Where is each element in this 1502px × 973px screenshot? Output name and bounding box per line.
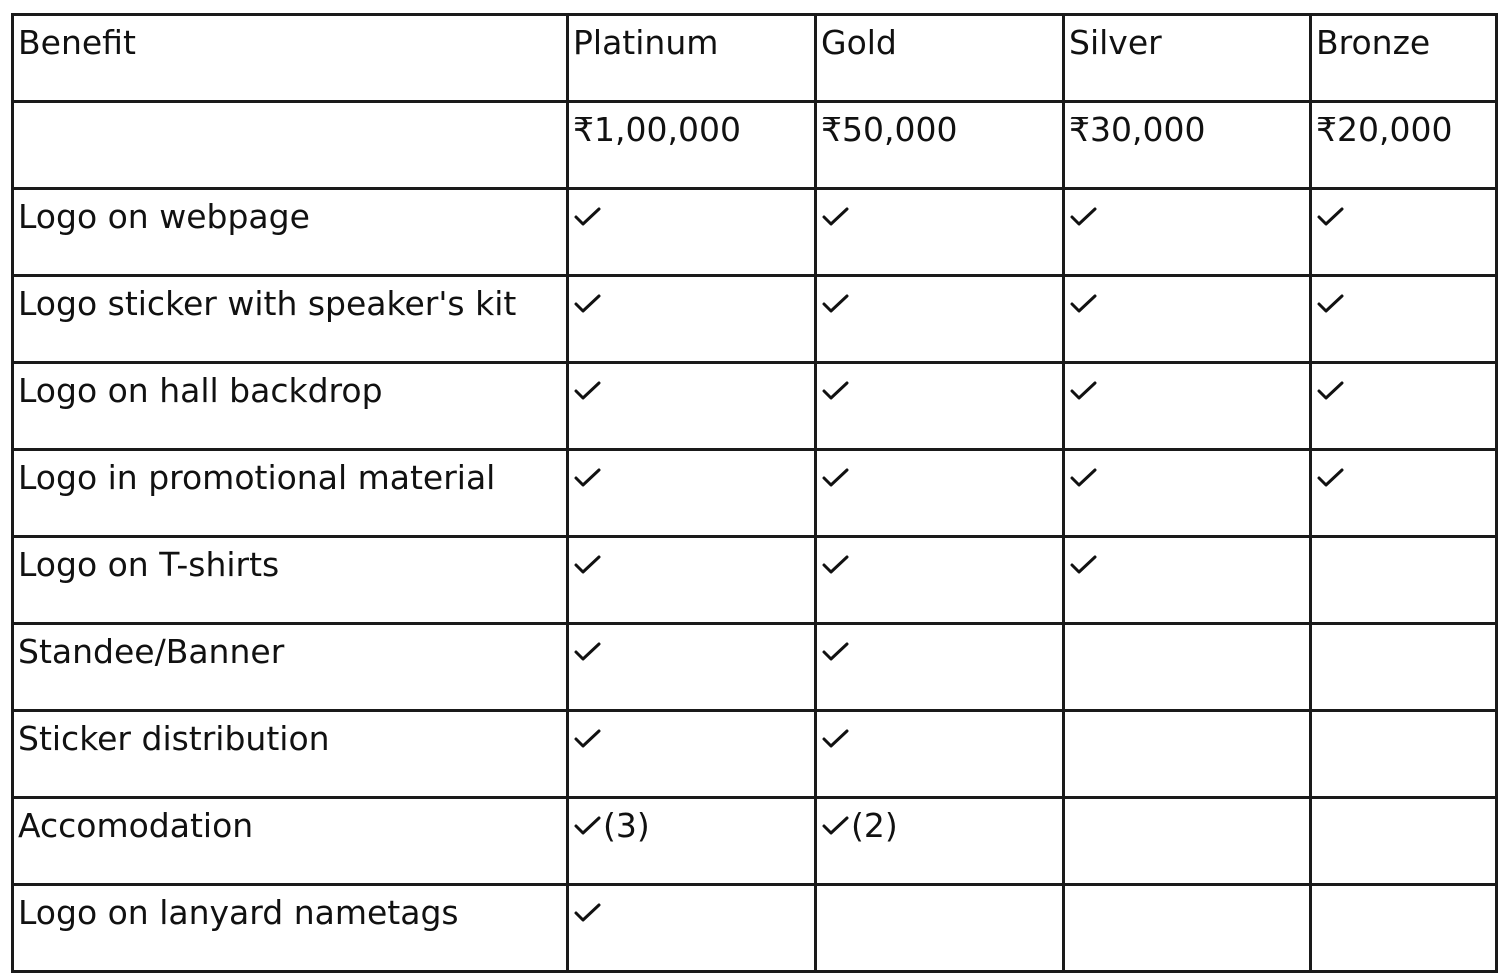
tier-cell-gold (816, 885, 1064, 972)
header-platinum: Platinum (568, 15, 816, 102)
tier-cell-silver (1064, 798, 1311, 885)
tier-note: (3) (603, 806, 650, 845)
table-header (13, 15, 1497, 102)
table-row (13, 624, 1497, 711)
checkmark-icon (1069, 292, 1099, 316)
table-row (13, 711, 1497, 798)
table-row (13, 885, 1497, 972)
tier-cell-gold (816, 363, 1064, 450)
checkmark-icon (1069, 379, 1099, 403)
checkmark-icon (573, 901, 603, 925)
benefit-label: Logo on lanyard nametags (13, 885, 568, 972)
header-gold: Gold (816, 15, 1064, 102)
benefit-label: Logo on hall backdrop (13, 363, 568, 450)
price-platinum: ₹1,00,000 (568, 102, 816, 189)
checkmark-icon (821, 814, 851, 838)
tier-cell-platinum (568, 450, 816, 537)
tier-cell-gold (816, 624, 1064, 711)
checkmark-icon (573, 640, 603, 664)
checkmark-icon (573, 205, 603, 229)
tier-cell-platinum (568, 798, 816, 885)
tier-cell-bronze (1311, 711, 1497, 798)
tier-cell-bronze (1311, 189, 1497, 276)
tier-cell-platinum (568, 711, 816, 798)
checkmark-icon (821, 553, 851, 577)
checkmark-icon (573, 727, 603, 751)
tier-cell-silver (1064, 363, 1311, 450)
tier-cell-silver (1064, 537, 1311, 624)
tier-cell-gold (816, 798, 1064, 885)
header-benefit: Benefit (13, 15, 568, 102)
tier-cell-silver (1064, 624, 1311, 711)
table-row (13, 450, 1497, 537)
header-row (13, 15, 1497, 102)
checkmark-icon (1316, 379, 1346, 403)
header-silver: Silver (1064, 15, 1311, 102)
benefit-label: Standee/Banner (13, 624, 568, 711)
tier-cell-platinum (568, 276, 816, 363)
price-bronze: ₹20,000 (1311, 102, 1497, 189)
sponsorship-tiers-table (11, 13, 1498, 973)
tier-cell-platinum (568, 537, 816, 624)
checkmark-icon (1316, 292, 1346, 316)
tier-cell-bronze (1311, 624, 1497, 711)
benefit-label: Sticker distribution (13, 711, 568, 798)
header-bronze: Bronze (1311, 15, 1497, 102)
checkmark-icon (821, 205, 851, 229)
checkmark-icon (821, 727, 851, 751)
table-row (13, 189, 1497, 276)
price-gold: ₹50,000 (816, 102, 1064, 189)
benefit-label: Accomodation (13, 798, 568, 885)
tier-cell-silver (1064, 450, 1311, 537)
checkmark-icon (573, 379, 603, 403)
checkmark-icon (821, 379, 851, 403)
tier-cell-platinum (568, 885, 816, 972)
tier-cell-platinum (568, 189, 816, 276)
benefit-label: Logo on T-shirts (13, 537, 568, 624)
table-row (13, 276, 1497, 363)
tier-cell-gold (816, 450, 1064, 537)
checkmark-icon (821, 640, 851, 664)
tier-cell-silver (1064, 885, 1311, 972)
tier-note: (2) (851, 806, 898, 845)
checkmark-icon (1069, 466, 1099, 490)
tier-cell-silver (1064, 711, 1311, 798)
price-row (13, 102, 1497, 189)
checkmark-icon (573, 466, 603, 490)
tier-cell-silver (1064, 189, 1311, 276)
checkmark-icon (1069, 553, 1099, 577)
price-silver: ₹30,000 (1064, 102, 1311, 189)
checkmark-icon (821, 292, 851, 316)
checkmark-icon (573, 553, 603, 577)
tier-cell-bronze (1311, 276, 1497, 363)
checkmark-icon (1069, 205, 1099, 229)
tier-cell-gold (816, 711, 1064, 798)
benefit-label: Logo in promotional material (13, 450, 568, 537)
tier-cell-bronze (1311, 798, 1497, 885)
tier-cell-bronze (1311, 537, 1497, 624)
table-row (13, 363, 1497, 450)
tier-cell-platinum (568, 624, 816, 711)
tier-cell-gold (816, 276, 1064, 363)
checkmark-icon (821, 466, 851, 490)
benefit-label: Logo sticker with speaker's kit (13, 276, 568, 363)
tier-cell-platinum (568, 363, 816, 450)
tier-cell-bronze (1311, 885, 1497, 972)
benefit-label: Logo on webpage (13, 189, 568, 276)
tier-cell-gold (816, 537, 1064, 624)
checkmark-icon (573, 292, 603, 316)
checkmark-icon (1316, 466, 1346, 490)
table-body (13, 102, 1497, 972)
table-row (13, 537, 1497, 624)
checkmark-icon (573, 814, 603, 838)
checkmark-icon (1316, 205, 1346, 229)
tier-cell-silver (1064, 276, 1311, 363)
tier-cell-gold (816, 189, 1064, 276)
price-cell-empty (13, 102, 568, 189)
table-row (13, 798, 1497, 885)
tier-cell-bronze (1311, 450, 1497, 537)
tier-cell-bronze (1311, 363, 1497, 450)
